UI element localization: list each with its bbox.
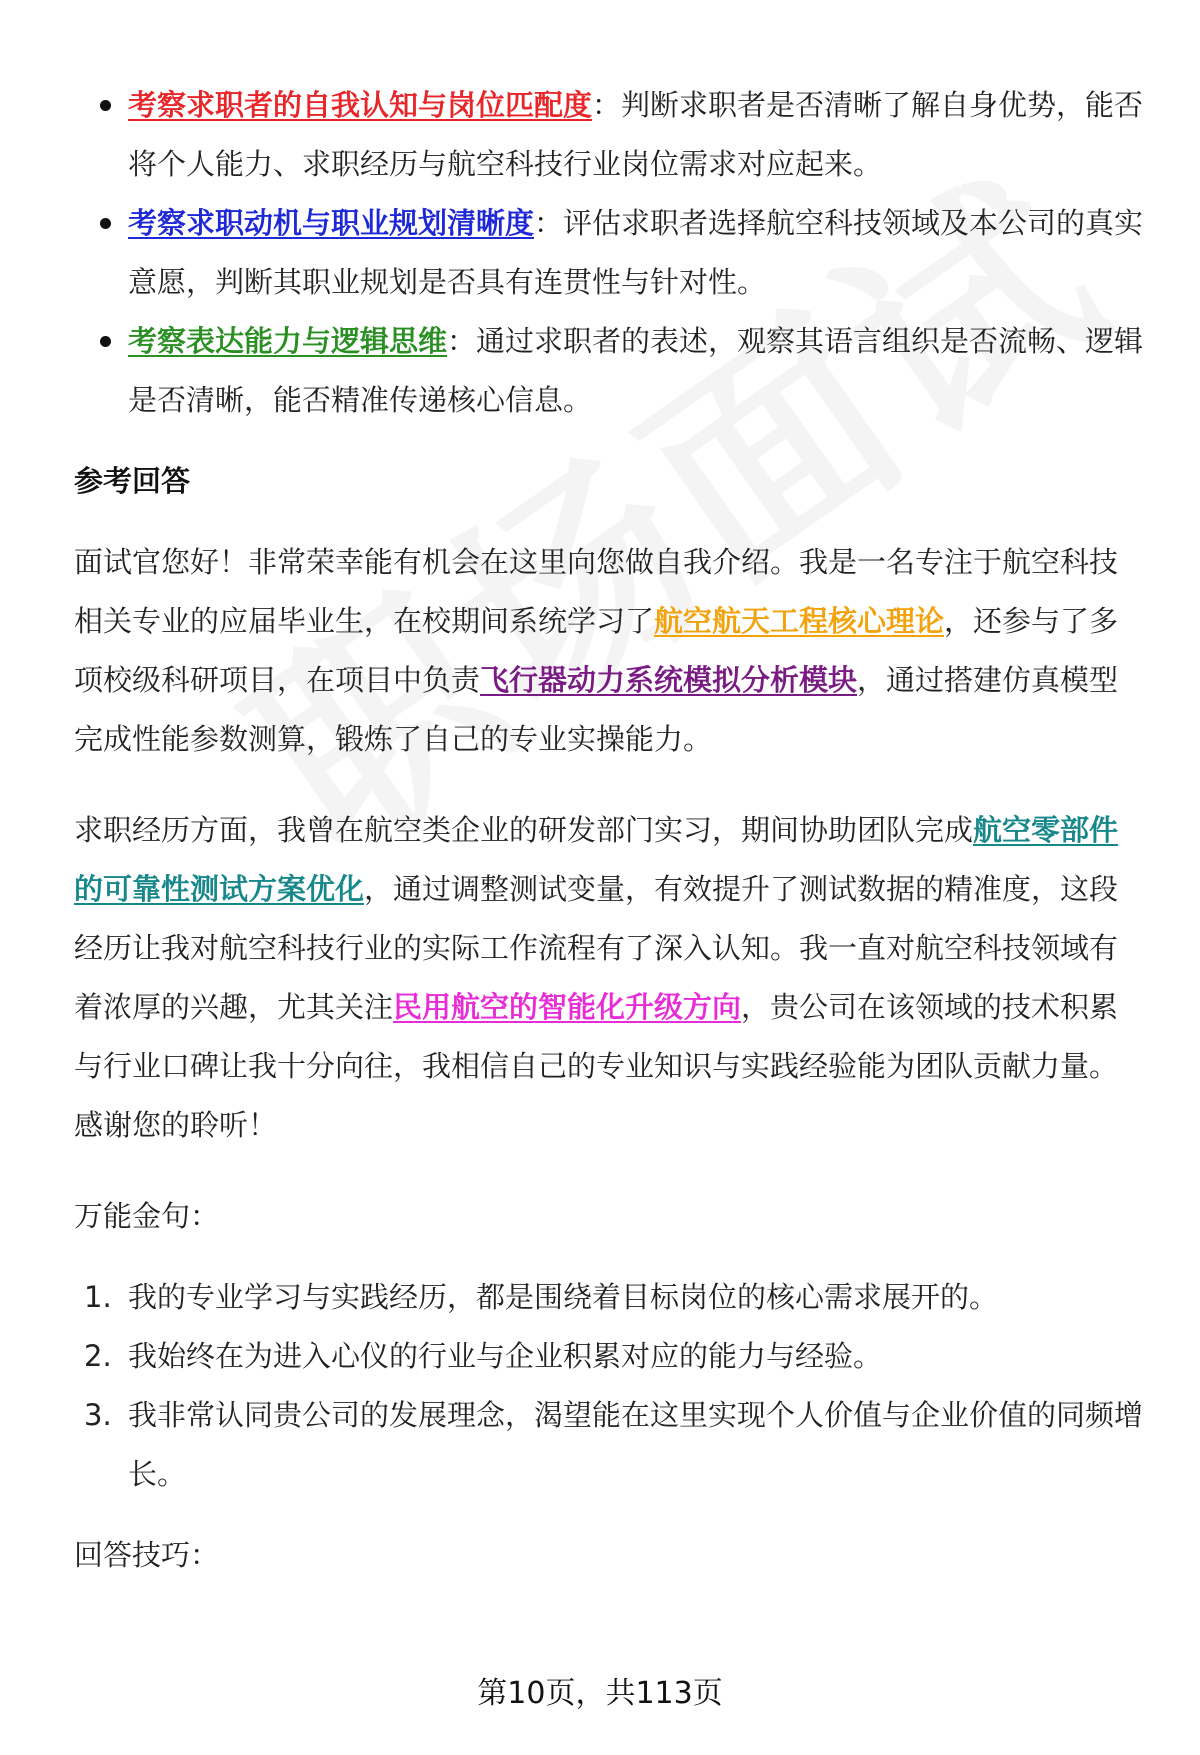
page-number-footer: 第10页，共113页 (477, 1676, 723, 1711)
paragraph-text: ，还参与了多项校级科研项目，在项目中负责 (74, 604, 1119, 697)
section-heading-golden-sentences: 万能金句： (74, 1199, 220, 1233)
bullet-dot-icon (100, 336, 111, 347)
list-item-text: ：评估求职者选择航空科技领域及本公司的真实意愿，判断其职业规划是否具有连贯性与针对性。 (128, 206, 1144, 299)
list-item-text: 我非常认同贵公司的发展理念，渴望能在这里实现个人价值与企业价值的同频增长。 (128, 1398, 1144, 1491)
list-item (74, 194, 1146, 312)
keyword-highlight: 航空航天工程核心理论 (654, 604, 945, 638)
paragraph-text: 面试官您好！非常荣幸能有机会在这里向您做自我介绍。我是一名专注于航空科技相关专业的应届毕业生，在校期间系统学习了 (74, 545, 1119, 638)
golden-sentences-list (74, 1268, 1146, 1504)
keyword-highlight: 考察求职者的自我认知与岗位匹配度 (128, 88, 593, 122)
answer-paragraph-2 (74, 801, 1146, 1155)
list-item-text: 我的专业学习与实践经历，都是围绕着目标岗位的核心需求展开的。 (128, 1280, 999, 1314)
list-item-text: ：通过求职者的表述，观察其语言组织是否流畅、逻辑是否清晰，能否精准传递核心信息。 (128, 324, 1144, 417)
list-item (74, 76, 1146, 194)
list-item-text: ：判断求职者是否清晰了解自身优势，能否将个人能力、求职经历与航空科技行业岗位需求对应起来。 (128, 88, 1144, 181)
paragraph-text: ，贵公司在该领域的技术积累与行业口碑让我十分向往，我相信自己的专业知识与实践经验能为团队贡献力量。感谢您的聆听！ (74, 990, 1119, 1142)
keyword-highlight: 考察求职动机与职业规划清晰度 (128, 206, 535, 240)
keyword-highlight: 飞行器动力系统模拟分析模块 (480, 663, 858, 697)
section-heading-answer-tips: 回答技巧： (74, 1538, 220, 1572)
list-item (74, 1268, 1146, 1327)
bullet-dot-icon (100, 218, 111, 229)
list-number: 1. (84, 1280, 112, 1314)
list-number: 2. (84, 1339, 112, 1373)
list-item (74, 1386, 1146, 1504)
paragraph-text: ，通过调整测试变量，有效提升了测试数据的精准度，这段经历让我对航空科技行业的实际工作流程有了深入认知。我一直对航空科技领域有着浓厚的兴趣，尤其关注 (74, 872, 1119, 1024)
list-number: 3. (84, 1398, 112, 1432)
list-item-text: 我始终在为进入心仪的行业与企业积累对应的能力与经验。 (128, 1339, 883, 1373)
list-item (74, 312, 1146, 430)
list-item (74, 1327, 1146, 1386)
section-heading-reference-answer: 参考回答 (74, 464, 191, 498)
answer-paragraph-1 (74, 533, 1146, 769)
paragraph-text: 求职经历方面，我曾在航空类企业的研发部门实习，期间协助团队完成 (74, 813, 974, 847)
page-content (74, 76, 1146, 1585)
paragraph-text: ，通过搭建仿真模型完成性能参数测算，锻炼了自己的专业实操能力。 (74, 663, 1119, 756)
bullet-dot-icon (100, 100, 111, 111)
evaluation-points-list (74, 76, 1146, 430)
keyword-highlight: 民用航空的智能化升级方向 (393, 990, 742, 1024)
keyword-highlight: 考察表达能力与逻辑思维 (128, 324, 448, 358)
keyword-highlight: 航空零部件的可靠性测试方案优化 (74, 813, 1119, 906)
